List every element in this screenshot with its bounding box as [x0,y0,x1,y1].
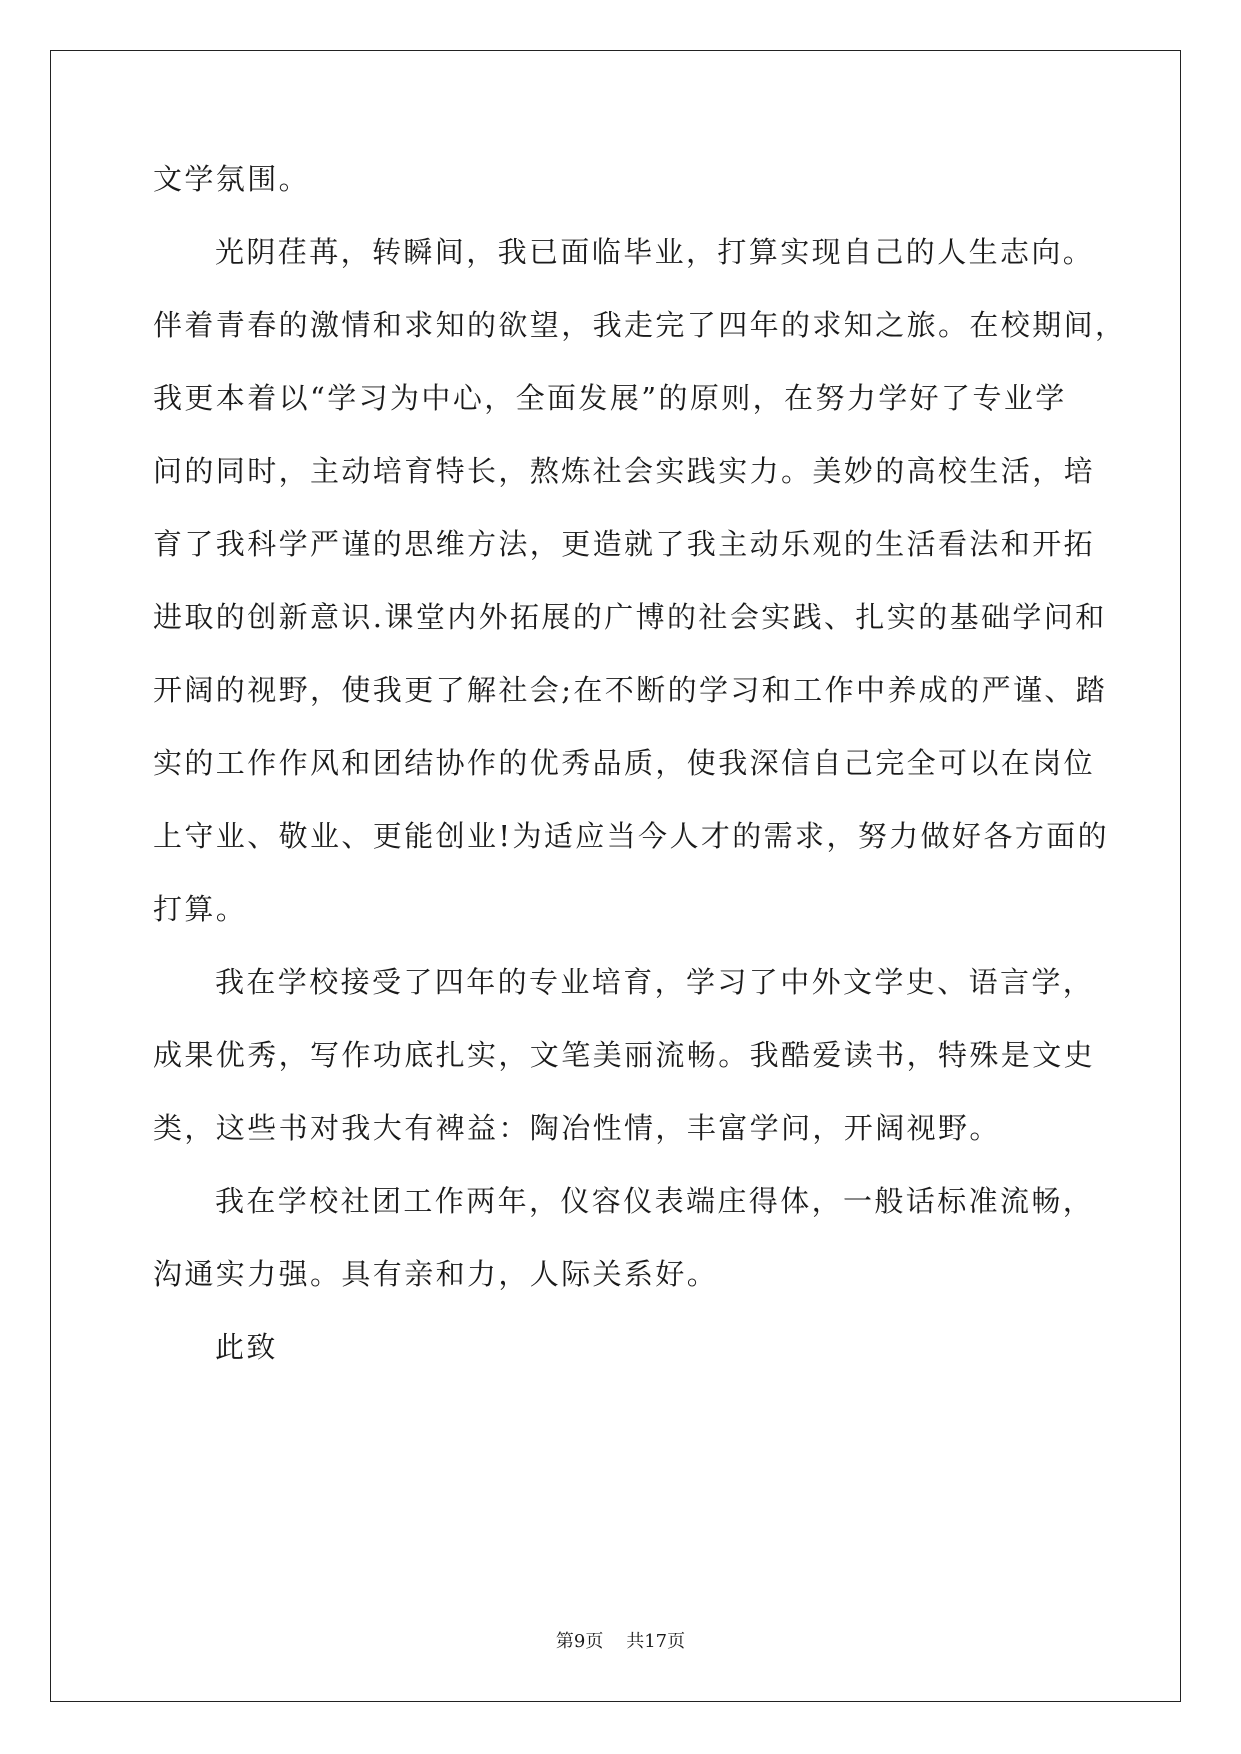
text-line: 文学氛围。 [153,162,311,196]
text-line: 成果优秀，写作功底扎实，文笔美丽流畅。我酷爱读书，特殊是文史 [153,1038,1096,1072]
text-line: 沟通实力强。具有亲和力，人际关系好。 [153,1257,719,1291]
text-line: 伴着青春的激情和求知的欲望，我走完了四年的求知之旅。在校期间， [153,308,1127,342]
page-footer [0,1630,1241,1654]
text-line: 问的同时，主动培育特长，熬炼社会实践实力。美妙的高校生活，培 [153,454,1096,488]
text-line: 开阔的视野，使我更了解社会;在不断的学习和工作中养成的严谨、踏 [153,673,1108,707]
paragraph-first-line: 我在学校社团工作两年，仪容仪表端庄得体，一般话标准流畅， [215,1184,1095,1218]
text-line: 上守业、敬业、更能创业!为适应当今人才的需求，努力做好各方面的 [153,819,1110,853]
paragraph-first-line: 光阴荏苒，转瞬间，我已面临毕业，打算实现自己的人生志向。 [215,235,1095,269]
text-line: 进取的创新意识.课堂内外拓展的广博的社会实践、扎实的基础学问和 [153,600,1107,634]
page-number: 第9页 [555,1631,604,1652]
paragraph-first-line: 我在学校接受了四年的专业培育，学习了中外文学史、语言学， [215,965,1095,999]
page-border [50,50,1181,1702]
text-line: 类，这些书对我大有裨益：陶冶性情，丰富学问，开阔视野。 [153,1111,1001,1145]
text-line: 实的工作作风和团结协作的优秀品质，使我深信自己完全可以在岗位 [153,746,1096,780]
closing-salutation: 此致 [215,1330,278,1364]
text-line: 育了我科学严谨的思维方法，更造就了我主动乐观的生活看法和开拓 [153,527,1096,561]
text-line: 我更本着以“学习为中心，全面发展”的原则，在努力学好了专业学 [153,381,1067,415]
page-total: 共17页 [626,1631,686,1652]
text-line: 打算。 [153,892,248,926]
